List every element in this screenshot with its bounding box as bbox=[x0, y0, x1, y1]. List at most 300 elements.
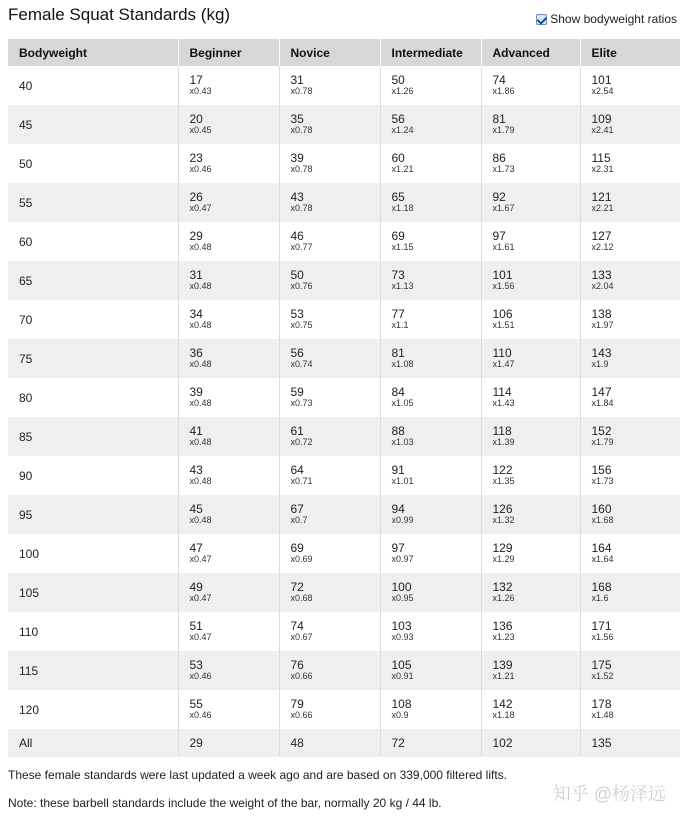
bodyweight-ratio: x0.74 bbox=[290, 359, 313, 369]
bodyweight-ratio: x1.67 bbox=[492, 203, 515, 213]
table-row bbox=[8, 417, 680, 456]
weight-kg: 79 bbox=[290, 697, 304, 711]
weight-kg: 69 bbox=[391, 229, 405, 243]
table-row bbox=[8, 222, 680, 261]
weight-kg: 77 bbox=[391, 307, 405, 321]
bodyweight-cell: 110 bbox=[8, 612, 178, 651]
intermediate-cell bbox=[380, 612, 481, 651]
elite-cell bbox=[580, 651, 680, 690]
watermark: 知乎 @杨泽远 bbox=[552, 784, 666, 804]
weight-kg: 152 bbox=[591, 424, 612, 438]
table-row bbox=[8, 339, 680, 378]
novice-cell bbox=[279, 456, 380, 495]
advanced-cell bbox=[481, 105, 580, 144]
weight-kg: 156 bbox=[591, 463, 612, 477]
bodyweight-ratio: x0.78 bbox=[290, 125, 313, 135]
bodyweight-ratio: x0.75 bbox=[290, 320, 313, 330]
table-row bbox=[8, 144, 680, 183]
elite-cell bbox=[580, 534, 680, 573]
advanced-cell bbox=[481, 495, 580, 534]
novice-cell bbox=[279, 534, 380, 573]
advanced-cell bbox=[481, 573, 580, 612]
weight-kg: 106 bbox=[492, 307, 513, 321]
ratio-toggle-label: Show bodyweight ratios bbox=[550, 12, 677, 26]
novice-cell bbox=[279, 690, 380, 729]
bodyweight-ratio: x1.18 bbox=[391, 203, 414, 213]
bodyweight-cell: 115 bbox=[8, 651, 178, 690]
bodyweight-ratio: x1.23 bbox=[492, 632, 515, 642]
weight-kg: 133 bbox=[591, 268, 612, 282]
bodyweight-cell: 75 bbox=[8, 339, 178, 378]
advanced-cell bbox=[481, 144, 580, 183]
beginner-cell bbox=[178, 66, 279, 105]
weight-kg: 81 bbox=[391, 346, 405, 360]
weight-kg: 121 bbox=[591, 190, 612, 204]
beginner-cell bbox=[178, 612, 279, 651]
beginner-cell bbox=[178, 573, 279, 612]
weight-kg: 49 bbox=[189, 580, 203, 594]
weight-kg: 168 bbox=[591, 580, 612, 594]
bodyweight-ratio: x0.7 bbox=[290, 515, 308, 525]
advanced-cell bbox=[481, 66, 580, 105]
col-header-novice: Novice bbox=[279, 39, 380, 66]
table-row bbox=[8, 456, 680, 495]
bodyweight-ratio: x1.15 bbox=[391, 242, 414, 252]
weight-kg: 97 bbox=[492, 229, 506, 243]
bodyweight-ratio: x1.73 bbox=[492, 164, 515, 174]
advanced-cell bbox=[481, 534, 580, 573]
table-row bbox=[8, 612, 680, 651]
weight-kg: 17 bbox=[189, 73, 203, 87]
bodyweight-ratio: x0.48 bbox=[189, 476, 212, 486]
table-row bbox=[8, 495, 680, 534]
weight-kg: 65 bbox=[391, 190, 405, 204]
bodyweight-cell: 100 bbox=[8, 534, 178, 573]
bodyweight-ratio: x0.47 bbox=[189, 203, 212, 213]
bodyweight-ratio: x2.21 bbox=[591, 203, 614, 213]
beginner-cell bbox=[178, 339, 279, 378]
bodyweight-ratio: x0.95 bbox=[391, 593, 414, 603]
weight-kg: 50 bbox=[391, 73, 405, 87]
advanced-cell bbox=[481, 612, 580, 651]
update-note: These female standards were last updated a week ago and are based on 339,000 filtered lifts. bbox=[8, 768, 507, 782]
bodyweight-ratio: x1.05 bbox=[391, 398, 414, 408]
novice-cell bbox=[279, 612, 380, 651]
intermediate-cell bbox=[380, 222, 481, 261]
intermediate-cell bbox=[380, 144, 481, 183]
weight-kg: 43 bbox=[290, 190, 304, 204]
bodyweight-ratio: x1.64 bbox=[591, 554, 614, 564]
bodyweight-ratio: x1.03 bbox=[391, 437, 414, 447]
advanced-cell bbox=[481, 417, 580, 456]
intermediate-cell bbox=[380, 66, 481, 105]
bodyweight-ratio: x1.32 bbox=[492, 515, 515, 525]
bodyweight-cell: 85 bbox=[8, 417, 178, 456]
intermediate-cell bbox=[380, 261, 481, 300]
bodyweight-ratio: x1.86 bbox=[492, 86, 515, 96]
bodyweight-ratio: x1.84 bbox=[591, 398, 614, 408]
bodyweight-cell: 105 bbox=[8, 573, 178, 612]
bodyweight-ratio: x1.97 bbox=[591, 320, 614, 330]
bodyweight-ratio: x0.47 bbox=[189, 593, 212, 603]
weight-kg: 105 bbox=[391, 658, 412, 672]
bodyweight-ratio: x0.48 bbox=[189, 359, 212, 369]
beginner-cell: 29 bbox=[178, 729, 279, 757]
bodyweight-ratio: x1.21 bbox=[492, 671, 515, 681]
bodyweight-ratio: x0.73 bbox=[290, 398, 313, 408]
weight-kg: 74 bbox=[290, 619, 304, 633]
ratio-toggle[interactable] bbox=[536, 12, 677, 26]
weight-kg: 175 bbox=[591, 658, 612, 672]
beginner-cell bbox=[178, 534, 279, 573]
ratio-checkbox[interactable] bbox=[536, 14, 547, 25]
weight-kg: 56 bbox=[290, 346, 304, 360]
elite-cell bbox=[580, 690, 680, 729]
bodyweight-cell: 40 bbox=[8, 66, 178, 105]
bodyweight-ratio: x0.48 bbox=[189, 281, 212, 291]
elite-cell bbox=[580, 261, 680, 300]
intermediate-cell bbox=[380, 495, 481, 534]
novice-cell bbox=[279, 495, 380, 534]
bodyweight-cell: 70 bbox=[8, 300, 178, 339]
weight-kg: 178 bbox=[591, 697, 612, 711]
bodyweight-ratio: x0.48 bbox=[189, 515, 212, 525]
intermediate-cell bbox=[380, 651, 481, 690]
weight-kg: 126 bbox=[492, 502, 513, 516]
weight-kg: 132 bbox=[492, 580, 513, 594]
bodyweight-ratio: x1.18 bbox=[492, 710, 515, 720]
bodyweight-cell: 50 bbox=[8, 144, 178, 183]
table-row bbox=[8, 573, 680, 612]
beginner-cell bbox=[178, 144, 279, 183]
table-row bbox=[8, 105, 680, 144]
novice-cell bbox=[279, 378, 380, 417]
bodyweight-ratio: x1.56 bbox=[591, 632, 614, 642]
bodyweight-ratio: x0.68 bbox=[290, 593, 313, 603]
beginner-cell bbox=[178, 183, 279, 222]
weight-kg: 43 bbox=[189, 463, 203, 477]
bodyweight-ratio: x1.79 bbox=[492, 125, 515, 135]
weight-kg: 35 bbox=[290, 112, 304, 126]
weight-kg: 147 bbox=[591, 385, 612, 399]
intermediate-cell bbox=[380, 300, 481, 339]
bodyweight-cell: 55 bbox=[8, 183, 178, 222]
weight-kg: 74 bbox=[492, 73, 506, 87]
bodyweight-ratio: x0.93 bbox=[391, 632, 414, 642]
novice-cell bbox=[279, 66, 380, 105]
weight-kg: 69 bbox=[290, 541, 304, 555]
weight-kg: 94 bbox=[391, 502, 405, 516]
table-row-all bbox=[8, 729, 680, 757]
weight-kg: 97 bbox=[391, 541, 405, 555]
bodyweight-ratio: x1.68 bbox=[591, 515, 614, 525]
bodyweight-ratio: x2.04 bbox=[591, 281, 614, 291]
intermediate-cell bbox=[380, 339, 481, 378]
novice-cell bbox=[279, 183, 380, 222]
intermediate-cell bbox=[380, 456, 481, 495]
advanced-cell bbox=[481, 690, 580, 729]
weight-kg: 86 bbox=[492, 151, 506, 165]
bodyweight-ratio: x1.48 bbox=[591, 710, 614, 720]
bodyweight-ratio: x0.78 bbox=[290, 164, 313, 174]
standards-table bbox=[8, 39, 680, 757]
elite-cell bbox=[580, 612, 680, 651]
weight-kg: 26 bbox=[189, 190, 203, 204]
bodyweight-ratio: x0.66 bbox=[290, 710, 313, 720]
novice-cell bbox=[279, 222, 380, 261]
intermediate-cell bbox=[380, 183, 481, 222]
bodyweight-ratio: x0.46 bbox=[189, 164, 212, 174]
weight-kg: 61 bbox=[290, 424, 304, 438]
beginner-cell bbox=[178, 105, 279, 144]
table-row bbox=[8, 300, 680, 339]
table-row bbox=[8, 261, 680, 300]
col-header-advanced: Advanced bbox=[481, 39, 580, 66]
bodyweight-ratio: x1.26 bbox=[492, 593, 515, 603]
bodyweight-ratio: x0.47 bbox=[189, 554, 212, 564]
bodyweight-ratio: x1.9 bbox=[591, 359, 609, 369]
weight-kg: 46 bbox=[290, 229, 304, 243]
weight-kg: 39 bbox=[290, 151, 304, 165]
table-header-row bbox=[8, 39, 680, 66]
weight-kg: 115 bbox=[591, 151, 611, 165]
bodyweight-ratio: x2.54 bbox=[591, 86, 614, 96]
bodyweight-ratio: x1.73 bbox=[591, 476, 614, 486]
bodyweight-ratio: x0.77 bbox=[290, 242, 313, 252]
bodyweight-cell: 45 bbox=[8, 105, 178, 144]
bodyweight-cell: 80 bbox=[8, 378, 178, 417]
bodyweight-ratio: x0.43 bbox=[189, 86, 212, 96]
beginner-cell bbox=[178, 690, 279, 729]
elite-cell bbox=[580, 300, 680, 339]
bodyweight-cell: 90 bbox=[8, 456, 178, 495]
bodyweight-ratio: x0.66 bbox=[290, 671, 313, 681]
weight-kg: 60 bbox=[391, 151, 405, 165]
weight-kg: 92 bbox=[492, 190, 506, 204]
novice-cell bbox=[279, 339, 380, 378]
advanced-cell bbox=[481, 261, 580, 300]
weight-kg: 103 bbox=[391, 619, 412, 633]
elite-cell bbox=[580, 105, 680, 144]
weight-kg: 64 bbox=[290, 463, 304, 477]
bodyweight-ratio: x1.43 bbox=[492, 398, 515, 408]
weight-kg: 76 bbox=[290, 658, 304, 672]
bodyweight-cell: All bbox=[8, 729, 178, 757]
weight-kg: 39 bbox=[189, 385, 203, 399]
weight-kg: 160 bbox=[591, 502, 612, 516]
beginner-cell bbox=[178, 495, 279, 534]
elite-cell bbox=[580, 183, 680, 222]
weight-kg: 101 bbox=[492, 268, 513, 282]
intermediate-cell: 72 bbox=[380, 729, 481, 757]
weight-kg: 129 bbox=[492, 541, 513, 555]
bodyweight-ratio: x1.79 bbox=[591, 437, 614, 447]
novice-cell bbox=[279, 651, 380, 690]
bodyweight-ratio: x0.76 bbox=[290, 281, 313, 291]
col-header-bodyweight: Bodyweight bbox=[8, 39, 178, 66]
weight-kg: 136 bbox=[492, 619, 513, 633]
elite-cell bbox=[580, 378, 680, 417]
table-row bbox=[8, 690, 680, 729]
bodyweight-ratio: x1.6 bbox=[591, 593, 609, 603]
elite-cell bbox=[580, 417, 680, 456]
weight-kg: 122 bbox=[492, 463, 513, 477]
intermediate-cell bbox=[380, 417, 481, 456]
bodyweight-cell: 95 bbox=[8, 495, 178, 534]
bodyweight-cell: 60 bbox=[8, 222, 178, 261]
bodyweight-ratio: x0.78 bbox=[290, 203, 313, 213]
bodyweight-ratio: x1.21 bbox=[391, 164, 414, 174]
elite-cell bbox=[580, 495, 680, 534]
bodyweight-ratio: x0.67 bbox=[290, 632, 313, 642]
weight-kg: 164 bbox=[591, 541, 612, 555]
bodyweight-ratio: x0.48 bbox=[189, 398, 212, 408]
bodyweight-ratio: x0.97 bbox=[391, 554, 414, 564]
weight-kg: 41 bbox=[189, 424, 203, 438]
elite-cell bbox=[580, 339, 680, 378]
bodyweight-ratio: x0.45 bbox=[189, 125, 212, 135]
bodyweight-ratio: x0.91 bbox=[391, 671, 414, 681]
bodyweight-ratio: x2.31 bbox=[591, 164, 614, 174]
advanced-cell bbox=[481, 300, 580, 339]
bodyweight-cell: 65 bbox=[8, 261, 178, 300]
novice-cell bbox=[279, 144, 380, 183]
intermediate-cell bbox=[380, 573, 481, 612]
bodyweight-ratio: x2.12 bbox=[591, 242, 614, 252]
weight-kg: 139 bbox=[492, 658, 513, 672]
advanced-cell bbox=[481, 339, 580, 378]
weight-kg: 118 bbox=[492, 424, 512, 438]
beginner-cell bbox=[178, 456, 279, 495]
bodyweight-ratio: x1.51 bbox=[492, 320, 515, 330]
col-header-elite: Elite bbox=[580, 39, 680, 66]
bodyweight-ratio: x0.47 bbox=[189, 632, 212, 642]
weight-kg: 73 bbox=[391, 268, 405, 282]
weight-kg: 110 bbox=[492, 346, 512, 360]
intermediate-cell bbox=[380, 534, 481, 573]
col-header-intermediate: Intermediate bbox=[380, 39, 481, 66]
weight-kg: 127 bbox=[591, 229, 612, 243]
beginner-cell bbox=[178, 378, 279, 417]
weight-kg: 29 bbox=[189, 229, 203, 243]
weight-kg: 138 bbox=[591, 307, 612, 321]
novice-cell: 48 bbox=[279, 729, 380, 757]
beginner-cell bbox=[178, 417, 279, 456]
novice-cell bbox=[279, 573, 380, 612]
novice-cell bbox=[279, 300, 380, 339]
weight-kg: 59 bbox=[290, 385, 304, 399]
weight-kg: 171 bbox=[591, 619, 612, 633]
weight-kg: 47 bbox=[189, 541, 203, 555]
beginner-cell bbox=[178, 651, 279, 690]
weight-kg: 108 bbox=[391, 697, 412, 711]
bodyweight-ratio: x0.48 bbox=[189, 242, 212, 252]
weight-kg: 53 bbox=[189, 658, 203, 672]
intermediate-cell bbox=[380, 378, 481, 417]
elite-cell bbox=[580, 573, 680, 612]
intermediate-cell bbox=[380, 105, 481, 144]
weight-kg: 142 bbox=[492, 697, 513, 711]
bodyweight-ratio: x0.48 bbox=[189, 320, 212, 330]
bodyweight-ratio: x1.29 bbox=[492, 554, 515, 564]
weight-kg: 81 bbox=[492, 112, 506, 126]
bodyweight-ratio: x0.46 bbox=[189, 710, 212, 720]
weight-kg: 45 bbox=[189, 502, 203, 516]
bodyweight-ratio: x1.26 bbox=[391, 86, 414, 96]
intermediate-cell bbox=[380, 690, 481, 729]
bodyweight-ratio: x0.99 bbox=[391, 515, 414, 525]
bodyweight-ratio: x0.72 bbox=[290, 437, 313, 447]
weight-kg: 31 bbox=[290, 73, 304, 87]
bodyweight-ratio: x1.24 bbox=[391, 125, 414, 135]
page-title: Female Squat Standards (kg) bbox=[8, 5, 231, 24]
weight-kg: 23 bbox=[189, 151, 203, 165]
bodyweight-ratio: x0.78 bbox=[290, 86, 313, 96]
weight-kg: 55 bbox=[189, 697, 203, 711]
bodyweight-ratio: x0.69 bbox=[290, 554, 313, 564]
weight-kg: 51 bbox=[189, 619, 203, 633]
weight-kg: 100 bbox=[391, 580, 412, 594]
bodyweight-ratio: x1.13 bbox=[391, 281, 414, 291]
bodyweight-cell: 120 bbox=[8, 690, 178, 729]
table-row bbox=[8, 534, 680, 573]
bodyweight-ratio: x1.08 bbox=[391, 359, 414, 369]
weight-kg: 31 bbox=[189, 268, 203, 282]
table-row bbox=[8, 651, 680, 690]
weight-kg: 34 bbox=[189, 307, 203, 321]
advanced-cell bbox=[481, 456, 580, 495]
elite-cell bbox=[580, 456, 680, 495]
weight-kg: 67 bbox=[290, 502, 304, 516]
weight-kg: 109 bbox=[591, 112, 612, 126]
bodyweight-ratio: x1.47 bbox=[492, 359, 515, 369]
weight-kg: 143 bbox=[591, 346, 612, 360]
weight-kg: 91 bbox=[391, 463, 405, 477]
beginner-cell bbox=[178, 300, 279, 339]
bodyweight-ratio: x0.48 bbox=[189, 437, 212, 447]
bodyweight-ratio: x1.39 bbox=[492, 437, 515, 447]
weight-kg: 72 bbox=[290, 580, 304, 594]
weight-kg: 88 bbox=[391, 424, 405, 438]
novice-cell bbox=[279, 261, 380, 300]
bodyweight-ratio: x1.52 bbox=[591, 671, 614, 681]
advanced-cell: 102 bbox=[481, 729, 580, 757]
weight-kg: 53 bbox=[290, 307, 304, 321]
bodyweight-ratio: x1.56 bbox=[492, 281, 515, 291]
weight-kg: 36 bbox=[189, 346, 203, 360]
bodyweight-ratio: x0.46 bbox=[189, 671, 212, 681]
advanced-cell bbox=[481, 222, 580, 261]
weight-kg: 56 bbox=[391, 112, 405, 126]
weight-kg: 114 bbox=[492, 385, 512, 399]
advanced-cell bbox=[481, 183, 580, 222]
bodyweight-ratio: x1.1 bbox=[391, 320, 409, 330]
elite-cell bbox=[580, 144, 680, 183]
bodyweight-ratio: x0.9 bbox=[391, 710, 409, 720]
bodyweight-ratio: x0.71 bbox=[290, 476, 313, 486]
novice-cell bbox=[279, 105, 380, 144]
elite-cell bbox=[580, 66, 680, 105]
elite-cell: 135 bbox=[580, 729, 680, 757]
bodyweight-ratio: x1.01 bbox=[391, 476, 414, 486]
table-row bbox=[8, 183, 680, 222]
advanced-cell bbox=[481, 378, 580, 417]
elite-cell bbox=[580, 222, 680, 261]
bodyweight-ratio: x1.35 bbox=[492, 476, 515, 486]
barbell-note: Note: these barbell standards include the weight of the bar, normally 20 kg / 44 lb. bbox=[8, 796, 442, 810]
weight-kg: 20 bbox=[189, 112, 203, 126]
table-row bbox=[8, 378, 680, 417]
